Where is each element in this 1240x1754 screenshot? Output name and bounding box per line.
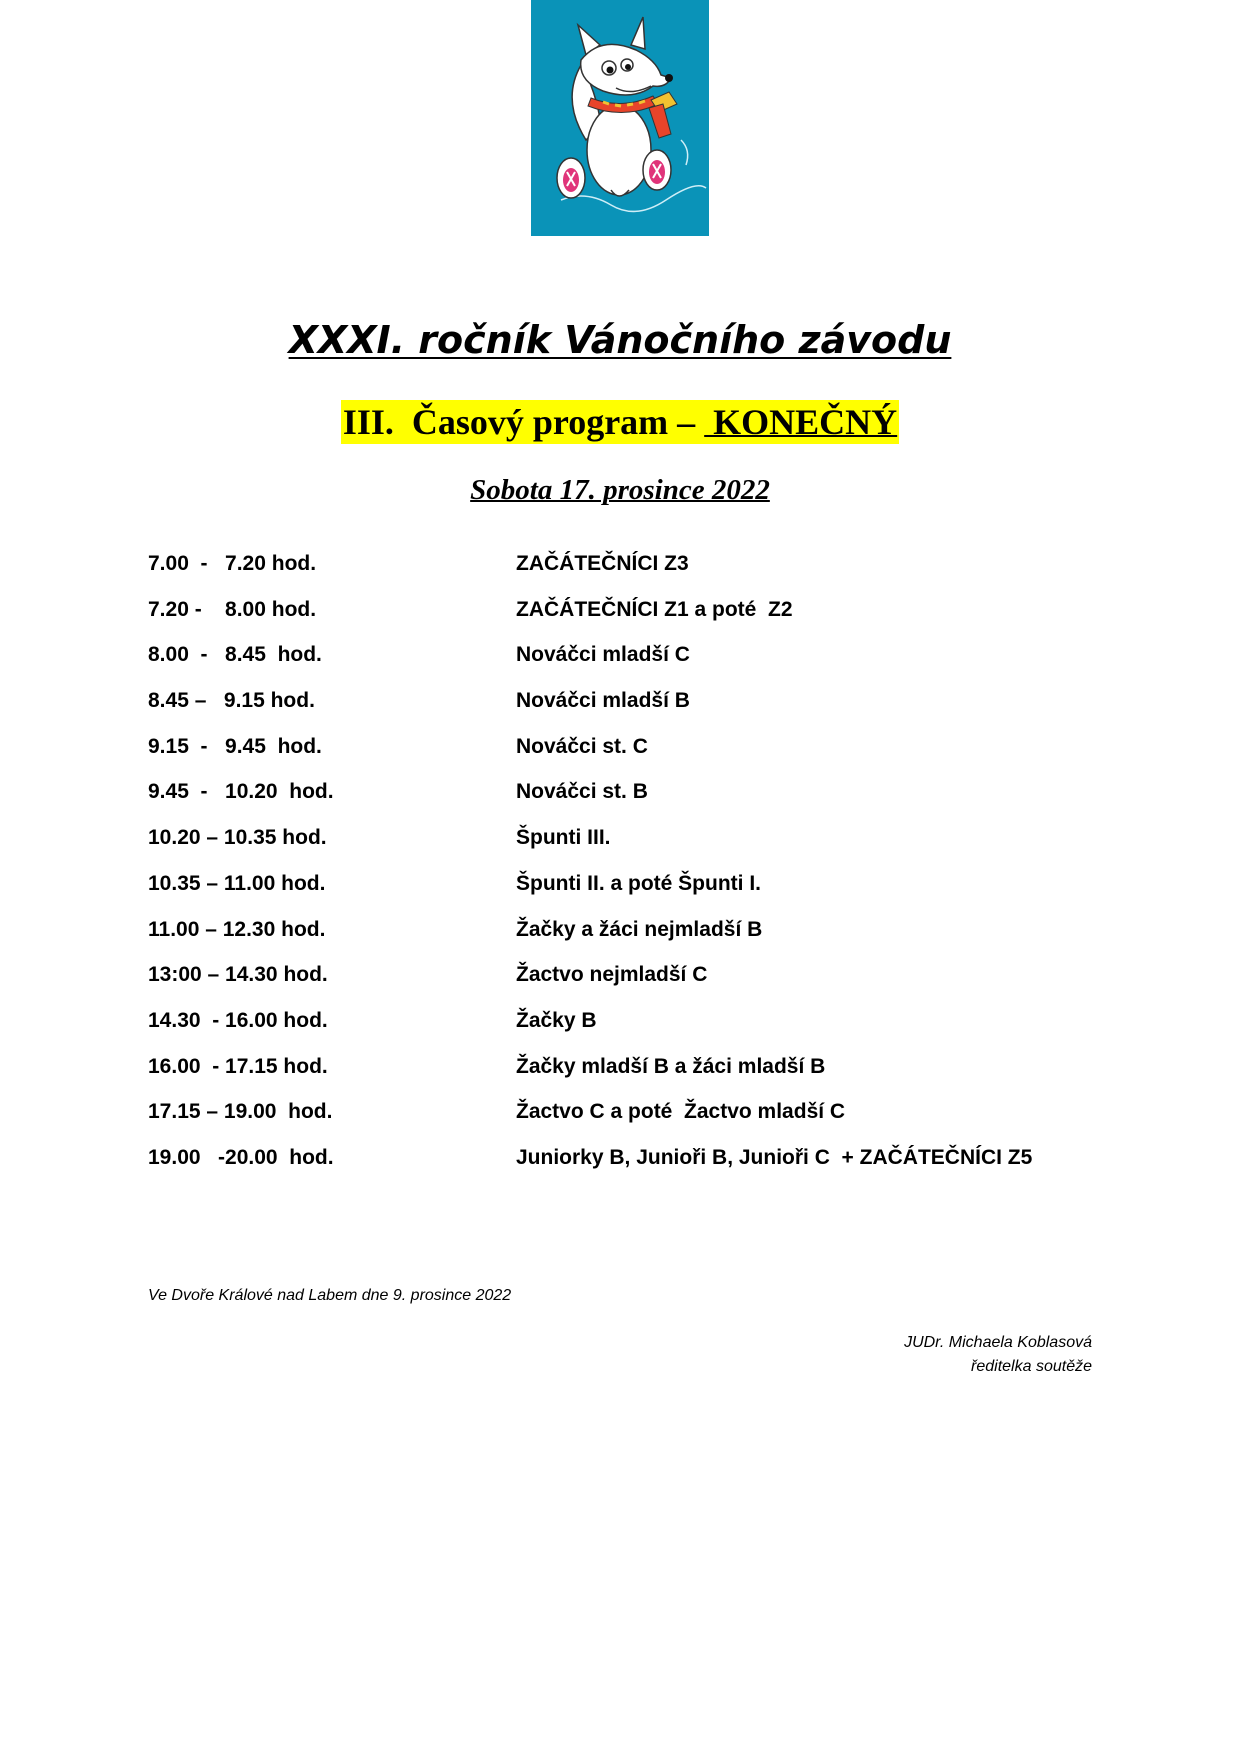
schedule-row (148, 872, 1108, 918)
schedule-row (148, 1055, 1108, 1101)
schedule-row (148, 1009, 1108, 1055)
schedule-row (148, 735, 1108, 781)
schedule-time: 9.15 - 9.45 hod. (148, 734, 322, 758)
schedule-time: 10.35 – 11.00 hod. (148, 871, 326, 895)
schedule-category: Špunti III. (516, 826, 611, 850)
schedule-row (148, 918, 1108, 964)
schedule-time: 8.00 - 8.45 hod. (148, 643, 322, 667)
fox-skater-icon (531, 0, 709, 236)
schedule-category: Nováčci st. B (516, 780, 648, 804)
schedule-row (148, 780, 1108, 826)
place-date: Ve Dvoře Králové nad Labem dne 9. prosince 2022 (148, 1287, 512, 1304)
schedule-category: Špunti II. a poté Špunti I. (516, 871, 761, 895)
page-title: XXXI. ročník Vánočního závodu (288, 318, 952, 362)
signatory-name: JUDr. Michaela Koblasová (904, 1334, 1092, 1351)
schedule-row (148, 963, 1108, 1009)
schedule-category: Žactvo nejmladší C (516, 963, 708, 987)
schedule-time: 7.20 - 8.00 hod. (148, 597, 317, 621)
schedule-time: 7.00 - 7.20 hod. (148, 552, 317, 575)
schedule-row (148, 552, 1108, 598)
event-date: Sobota 17. prosince 2022 (470, 474, 770, 506)
schedule-category: Žačky B (516, 1008, 597, 1032)
schedule-time: 14.30 - 16.00 hod. (148, 1008, 328, 1032)
signature-block (904, 1331, 1092, 1379)
schedule-category: ZAČÁTEČNÍCI Z3 (516, 552, 689, 575)
subtitle (0, 400, 1240, 444)
schedule-time: 13:00 – 14.30 hod. (148, 963, 328, 987)
schedule-category: Žactvo C a poté Žactvo mladší C (516, 1100, 846, 1124)
schedule-category: Nováčci st. C (516, 734, 648, 758)
subtitle-prefix: III. Časový program – (342, 402, 705, 442)
schedule-list (148, 552, 1108, 1192)
schedule-time: 8.45 – 9.15 hod. (148, 689, 315, 713)
schedule-time: 9.45 - 10.20 hod. (148, 780, 334, 804)
schedule-row (148, 1100, 1108, 1146)
schedule-row (148, 643, 1108, 689)
schedule-category: Žačky a žáci nejmladší B (516, 917, 763, 941)
schedule-row (148, 1146, 1108, 1192)
schedule-time: 17.15 – 19.00 hod. (148, 1100, 333, 1124)
subtitle-highlight (341, 400, 899, 444)
schedule-row (148, 826, 1108, 872)
signatory-role: ředitelka soutěže (971, 1358, 1092, 1375)
schedule-row (148, 689, 1108, 735)
schedule-category: Nováčci mladší B (516, 689, 690, 713)
schedule-time: 11.00 – 12.30 hod. (148, 917, 326, 941)
schedule-category: Nováčci mladší C (516, 643, 690, 667)
subtitle-final: KONEČNÝ (704, 402, 898, 442)
schedule-category: ZAČÁTEČNÍCI Z1 a poté Z2 (516, 597, 793, 621)
schedule-time: 10.20 – 10.35 hod. (148, 826, 327, 850)
fox-skater-logo (531, 0, 709, 236)
schedule-category: Žačky mladší B a žáci mladší B (516, 1054, 826, 1078)
schedule-category: Juniorky B, Junioři B, Junioři C + ZAČÁTEČNÍCI Z5 (516, 1145, 1033, 1169)
schedule-time: 19.00 -20.00 hod. (148, 1145, 334, 1169)
schedule-time: 16.00 - 17.15 hod. (148, 1054, 328, 1078)
schedule-row (148, 598, 1108, 644)
